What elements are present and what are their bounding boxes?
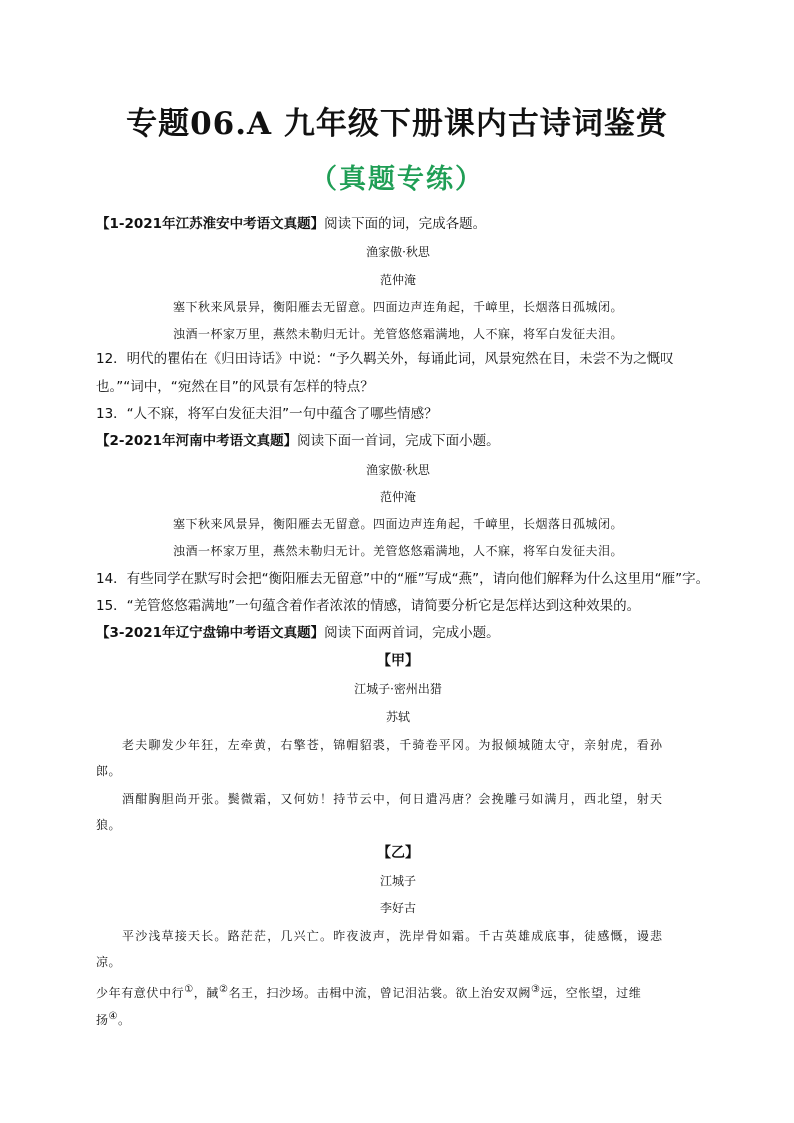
part-b-poem-title: 江城子 xyxy=(379,874,416,888)
part-b-text: 名王，扫沙场。击楫中流，曾记泪沾裳。欲上治安双阙 xyxy=(228,986,531,1000)
footnote-marker-4: ④ xyxy=(108,1011,118,1022)
part-a-marker: 【甲】 xyxy=(377,653,419,669)
section-3-instruction: 阅读下面两首词，完成小题。 xyxy=(324,625,500,641)
part-b-text: 扬 xyxy=(96,1013,109,1027)
section-1-poem-title: 渔家傲·秋思 xyxy=(366,245,430,259)
section-2-poem-line: 塞下秋来风景异，衡阳雁去无留意。四面边声连角起，千嶂里，长烟落日孤城闭。 xyxy=(172,517,623,531)
part-b-text: 远，空怅望，过维 xyxy=(540,986,642,1000)
footnote-marker-1: ① xyxy=(184,984,194,995)
section-3-source: 【3-2021年辽宁盘锦中考语文真题】 xyxy=(96,625,325,641)
part-b-paragraph-2-line-1 xyxy=(96,981,700,1002)
section-1-poem-line: 塞下秋来风景异，衡阳雁去无留意。四面边声连角起，千嶂里，长烟落日孤城闭。 xyxy=(172,300,623,314)
part-b-paragraph-1-line-2: 凉。 xyxy=(96,955,122,969)
section-2-author: 范仲淹 xyxy=(379,490,416,504)
section-2-instruction: 阅读下面一首词，完成下面小题。 xyxy=(297,433,500,449)
part-b-paragraph-1-line-1: 平沙浅草接天长。路茫茫，几兴亡。昨夜波声，洗岸骨如霜。千古英雄成底事，徒感慨，谩悲 xyxy=(122,929,664,943)
question-13: 13．“人不寐，将军白发征夫泪”一句中蕴含了哪些情感？ xyxy=(96,406,438,422)
question-15: 15．“羌管悠悠霜满地”一句蕴含着作者浓浓的情感，请简要分析它是怎样达到这种效果的。 xyxy=(96,598,641,614)
part-b-marker: 【乙】 xyxy=(377,845,419,861)
section-1-author: 范仲淹 xyxy=(379,273,416,287)
footnote-marker-2: ② xyxy=(218,984,229,995)
question-14: 14．有些同学在默写时会把“衡阳雁去无留意”中的“雁”写成“燕”，请向他们解释为什么这里用“雁”字。 xyxy=(96,571,710,587)
part-b-paragraph-2-line-2 xyxy=(96,1008,700,1029)
section-1-source: 【1-2021年江苏淮安中考语文真题】 xyxy=(96,216,325,232)
section-2-header xyxy=(96,432,700,450)
section-1-instruction: 阅读下面的词，完成各题。 xyxy=(324,216,487,232)
part-b-text: 。 xyxy=(117,1013,131,1027)
part-b-text: 少年有意伏中行 xyxy=(96,986,185,1000)
section-2-poem-title: 渔家傲·秋思 xyxy=(366,463,430,477)
section-1-header xyxy=(96,215,700,233)
part-a-paragraph-2-line-1: 酒酣胸胆尚开张。鬓微霜，又何妨！持节云中，何日遣冯唐？会挽雕弓如满月，西北望，射天 xyxy=(122,792,664,806)
part-a-paragraph-1-line-2: 郎。 xyxy=(96,764,122,778)
section-3-header xyxy=(96,624,700,642)
part-a-paragraph-2-line-2: 狼。 xyxy=(96,818,122,832)
part-b-author: 李好古 xyxy=(379,901,416,915)
section-2-source: 【2-2021年河南中考语文真题】 xyxy=(96,433,298,449)
part-a-author: 苏轼 xyxy=(385,710,410,724)
section-2-poem-line: 浊酒一杯家万里，燕然未勒归无计。羌管悠悠霜满地，人不寐，将军白发征夫泪。 xyxy=(172,544,623,558)
part-b-text: ，馘 xyxy=(193,986,219,1000)
page-title: 专题06.A 九年级下册课内古诗词鉴赏 xyxy=(126,106,668,142)
part-a-poem-title: 江城子·密州出猎 xyxy=(354,682,442,696)
page-subtitle: （真题专练） xyxy=(310,164,484,195)
section-1-poem-line: 浊酒一杯家万里，燕然未勒归无计。羌管悠悠霜满地，人不寐，将军白发征夫泪。 xyxy=(172,327,623,341)
footnote-marker-3: ③ xyxy=(530,984,541,995)
question-12-line-2: 也。”“词中，“宛然在目”的风景有怎样的特点？ xyxy=(96,379,374,395)
question-12-line-1: 12．明代的瞿佑在《归田诗话》中说：“予久羁关外，每诵此词，风景宛然在目，未尝不为之慨叹 xyxy=(96,351,674,367)
part-a-paragraph-1-line-1: 老夫聊发少年狂，左牵黄，右擎苍，锦帽貂裘，千骑卷平冈。为报倾城随太守，亲射虎，看孙 xyxy=(122,738,664,752)
